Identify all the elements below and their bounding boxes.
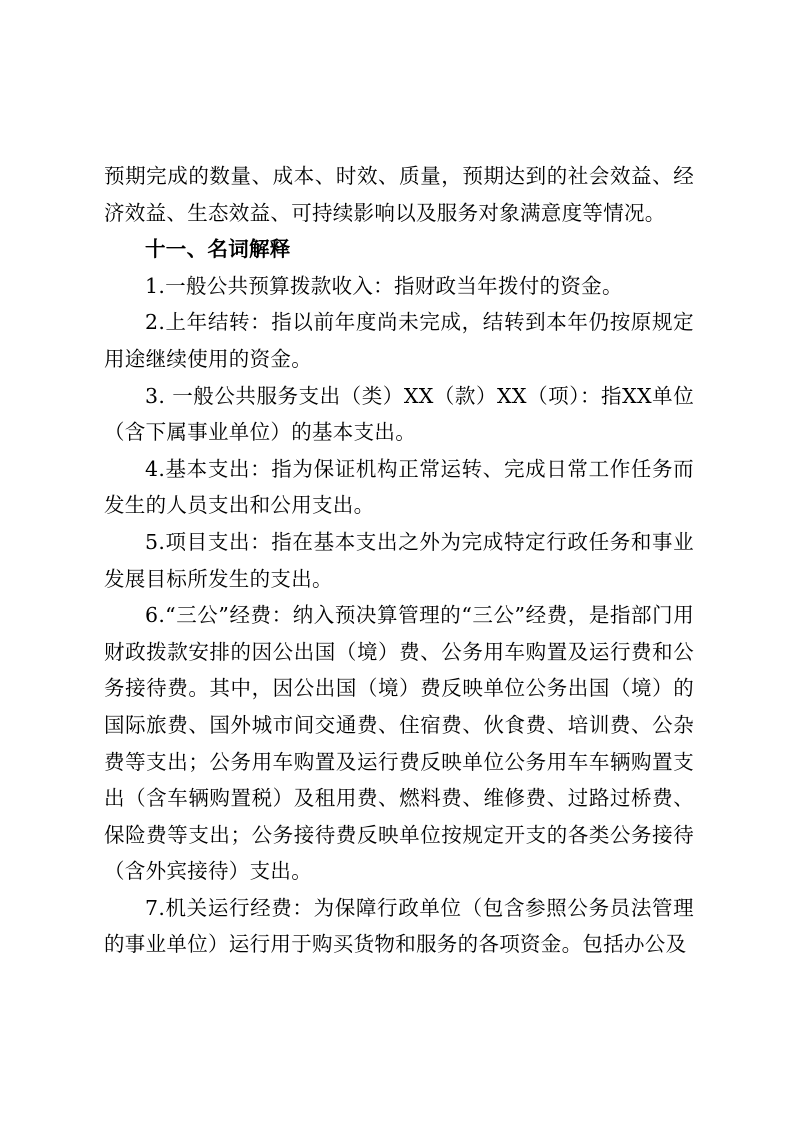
definition-item-2: 2.上年结转：指以前年度尚未完成，结转到本年仍按原规定用途继续使用的资金。 [104,310,694,371]
definition-item-5: 5.项目支出：指在基本支出之外为完成特定行政任务和事业发展目标所发生的支出。 [104,529,694,591]
definition-item-6: 6.“三公”经费：纳入预决算管理的“三公”经费，是指部门用财政拨款安排的因公出国（境）费、公务用车购置及运行费和公务接待费。其中，因公出国（境）费反映单位公务出国（境）的国际旅费、国外城市间交通费、住宿费、伙食费、培训费、公杂费等支出；公务用车购置及运行费反映单位公务用车车辆购置支出（含车辆购置税）及租用费、燃料费、维修费、过路过桥费、保险费等支出；公务接待费反映单位按规定开支的各类公务接待（含外宾接待）支出。 [104,603,694,884]
definition-item-4: 4.基本支出：指为保证机构正常运转、完成日常工作任务而发生的人员支出和公用支出。 [104,456,694,518]
document-body [104,158,694,963]
definition-item-1: 1.一般公共预算拨款收入：指财政当年拨付的资金。 [145,273,623,298]
section-heading: 十一、名词解释 [145,237,291,262]
definition-item-7: 7.机关运行经费：为保障行政单位（包含参照公务员法管理的事业单位）运行用于购买货物和服务的各项资金。包括办公及 [104,895,694,957]
continuation-paragraph: 预期完成的数量、成本、时效、质量，预期达到的社会效益、经济效益、生态效益、可持续影响以及服务对象满意度等情况。 [104,164,694,225]
definition-item-3: 3. 一般公共服务支出（类）XX（款）XX（项）：指XX单位（含下属事业单位）的基本支出。 [104,383,694,445]
